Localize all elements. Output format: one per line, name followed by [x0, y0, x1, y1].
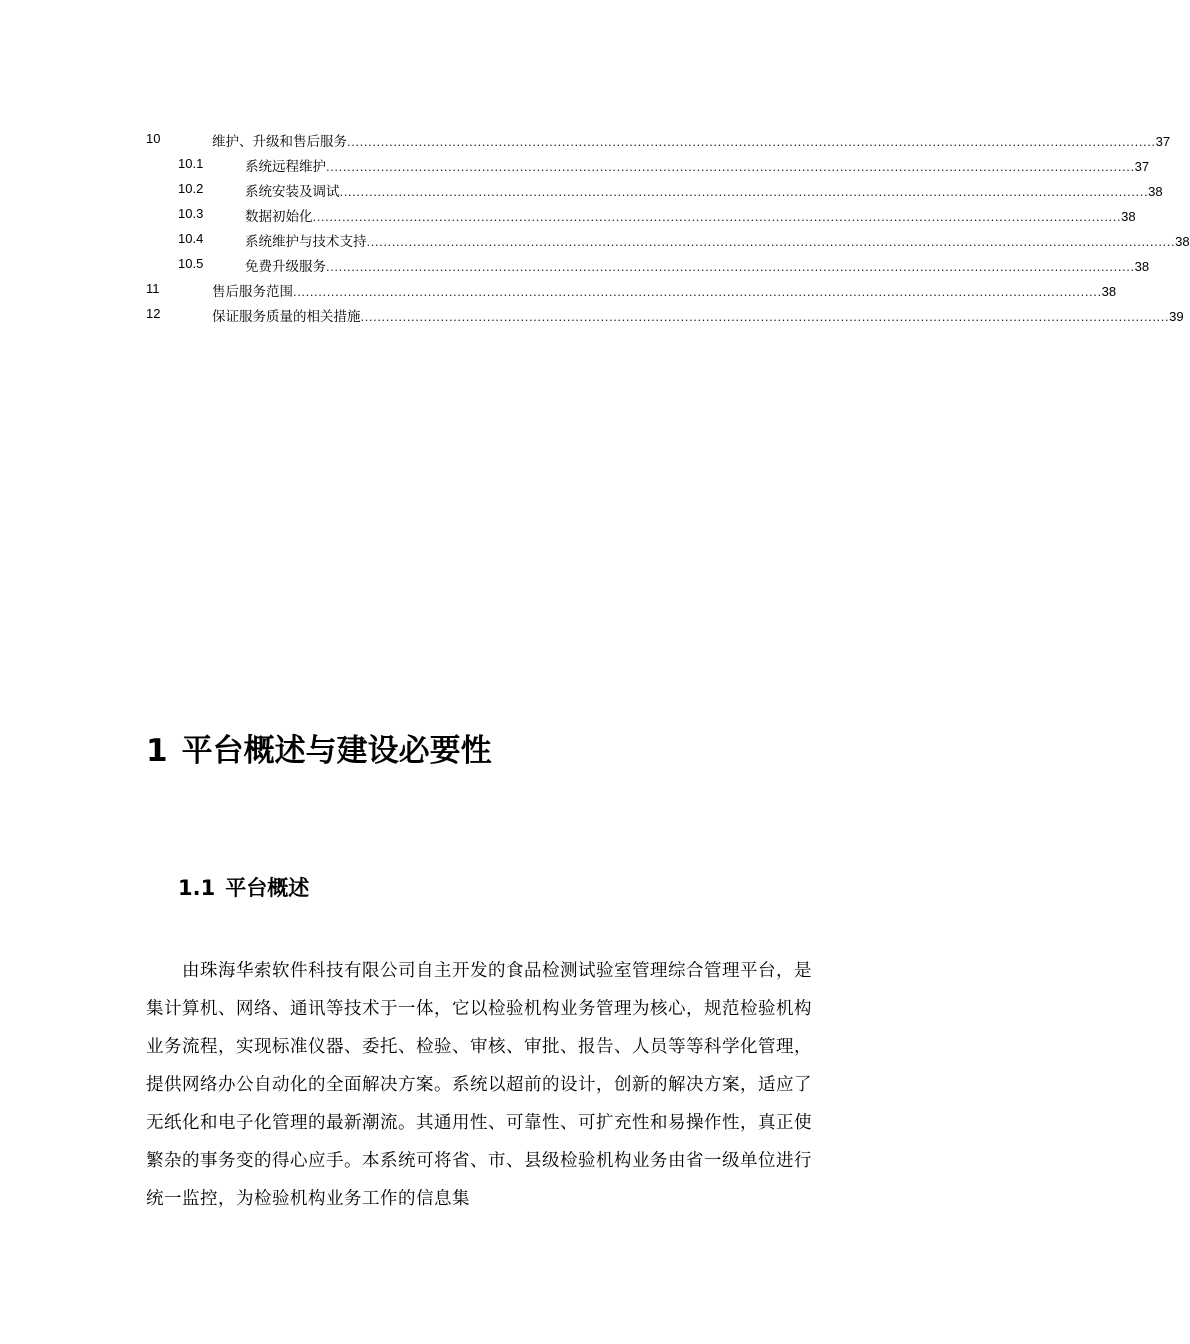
toc-entry-text — [245, 255, 1150, 275]
toc-entry-text — [245, 180, 1163, 200]
subsection-heading-number: 1.1 — [178, 876, 216, 900]
toc-entry-page: 37 — [1134, 159, 1150, 174]
toc-entry-text — [245, 230, 1190, 250]
toc-entry[interactable] — [146, 177, 1163, 202]
toc-entry-text — [212, 130, 1171, 150]
section-heading-2 — [178, 868, 309, 908]
toc-entry-title: 系统安装及调试 — [245, 184, 340, 199]
toc-dot-leader: ................................................................................................................................................................................................ — [293, 284, 1102, 299]
toc-entry-title: 数据初始化 — [245, 209, 313, 224]
toc-entry-number: 10.5 — [178, 256, 204, 271]
toc-entry-number: 12 — [146, 306, 161, 321]
toc-entry-title: 系统维护与技术支持 — [245, 234, 367, 249]
toc-entry[interactable] — [146, 252, 1150, 277]
toc-entry-page: 38 — [1175, 234, 1190, 249]
toc-dot-leader: ................................................................................................................................................................................................ — [347, 134, 1156, 149]
toc-entry-number: 11 — [146, 281, 160, 296]
toc-entry[interactable] — [146, 202, 1136, 227]
toc-dot-leader: ................................................................................................................................................................................................ — [360, 309, 1170, 324]
toc-dot-leader: ................................................................................................................................................................................................ — [312, 209, 1122, 224]
toc-entry-title: 免费升级服务 — [245, 259, 326, 274]
toc-entry-text — [245, 205, 1136, 225]
toc-entry-page: 37 — [1155, 134, 1171, 149]
toc-dot-leader: ................................................................................................................................................................................................ — [326, 159, 1135, 174]
toc-entry-number: 10.2 — [178, 181, 204, 196]
section-heading-number: 1 — [146, 733, 168, 769]
toc-entry[interactable] — [146, 127, 1171, 152]
toc-entry-number: 10 — [146, 131, 161, 146]
toc-entry[interactable] — [146, 152, 1150, 177]
toc-entry-text — [245, 155, 1150, 175]
toc-entry-title: 维护、升级和售后服务 — [212, 134, 347, 149]
section-heading-title: 平台概述与建设必要性 — [181, 733, 492, 769]
toc-dot-leader: ................................................................................................................................................................................................ — [366, 234, 1176, 249]
toc-entry[interactable] — [146, 227, 1190, 252]
toc-entry[interactable] — [146, 302, 1184, 327]
toc-entry-text — [212, 280, 1117, 300]
toc-entry-text — [212, 305, 1184, 325]
toc-entry[interactable] — [146, 277, 1117, 302]
section-heading-1 — [146, 725, 492, 777]
toc-entry-title: 系统远程维护 — [245, 159, 326, 174]
toc-dot-leader: ................................................................................................................................................................................................ — [326, 259, 1135, 274]
body-paragraph: 由珠海华索软件科技有限公司自主开发的食品检测试验室管理综合管理平台，是集计算机、网络、通讯等技术于一体，它以检验机构业务管理为核心，规范检验机构业务流程，实现标准仪器、委托、检验、审核、审批、报告、人员等等科学化管理，提供网络办公自动化的全面解决方案。系统以超前的设计，创新的解决方案，适应了无纸化和电子化管理的最新潮流。其通用性、可靠性、可扩充性和易操作性，真正使繁杂的事务变的得心应手。本系统可将省、市、县级检验机构业务由省一级单位进行统一监控，为检验机构业务工作的信息集 — [146, 961, 812, 1209]
toc-entry-number: 10.4 — [178, 231, 204, 246]
toc-entry-title: 售后服务范围 — [212, 284, 293, 299]
table-of-contents — [146, 127, 1190, 327]
toc-entry-number: 10.3 — [178, 206, 204, 221]
toc-entry-title: 保证服务质量的相关措施 — [212, 309, 361, 324]
subsection-heading-title: 平台概述 — [225, 876, 310, 900]
toc-entry-page: 38 — [1121, 209, 1136, 224]
toc-entry-page: 38 — [1101, 284, 1117, 299]
toc-dot-leader: ................................................................................................................................................................................................ — [339, 184, 1149, 199]
toc-entry-page: 39 — [1169, 309, 1184, 324]
toc-entry-page: 38 — [1148, 184, 1163, 199]
toc-entry-number: 10.1 — [178, 156, 204, 171]
toc-entry-page: 38 — [1134, 259, 1150, 274]
